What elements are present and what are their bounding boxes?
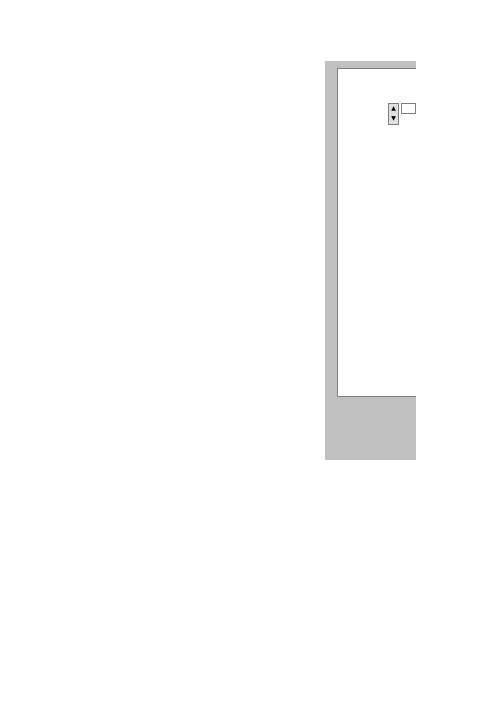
spin-button[interactable] <box>388 103 399 125</box>
chart-plot <box>386 131 416 364</box>
price-combo-box[interactable] <box>401 103 416 114</box>
spin-down-icon[interactable]: ▼ <box>391 115 396 122</box>
spin-up-icon[interactable]: ▲ <box>391 105 396 112</box>
